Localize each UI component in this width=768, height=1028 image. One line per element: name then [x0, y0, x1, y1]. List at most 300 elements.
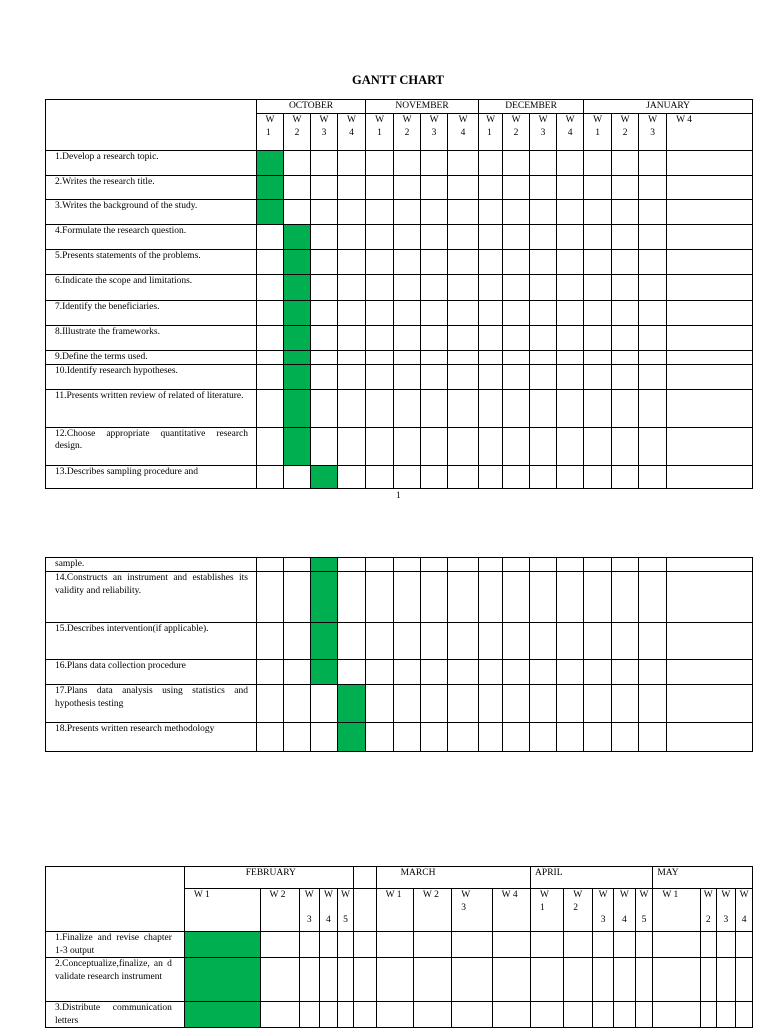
gantt-bar-cell [284, 389, 311, 427]
task-label: 10.Identify research hypotheses. [46, 364, 257, 389]
week-cell [421, 326, 448, 351]
week-cell [612, 558, 639, 572]
week-header: W 4 [492, 889, 530, 932]
corner-cell [46, 100, 257, 151]
week-label: W [458, 115, 468, 125]
week-cell [421, 558, 448, 572]
week-cell [257, 465, 284, 488]
week-cell [311, 351, 338, 365]
task-label: 2.Conceptualize,finalize, an d validate research instrument [46, 958, 185, 1002]
week-header [448, 114, 479, 151]
week-cell [503, 572, 530, 623]
week-label: W [319, 115, 329, 125]
week-cell [530, 275, 557, 301]
gantt-bar-cell [311, 572, 338, 623]
week-cell [635, 958, 653, 1002]
week-cell [584, 572, 612, 623]
week-cell [584, 200, 612, 225]
gantt-bar-cell [284, 225, 311, 250]
week-cell [366, 723, 394, 752]
task-label: 7.Identify the beneficiaries. [46, 301, 257, 326]
week-cell [479, 572, 503, 623]
task-label: 2.Writes the research title. [46, 176, 257, 200]
week-cell [667, 723, 753, 752]
week-cell [284, 200, 311, 225]
week-cell [557, 685, 584, 723]
week-cell [667, 623, 753, 660]
gantt-bar-cell [257, 151, 284, 176]
week-cell [448, 250, 479, 275]
task-row [46, 558, 753, 572]
week-cell [366, 200, 394, 225]
week-cell [338, 427, 366, 465]
week-cell [667, 176, 753, 200]
week-number: 2 [294, 127, 300, 138]
month-march: MARCH [376, 867, 530, 889]
task-label: 18.Presents written research methodology [46, 723, 257, 752]
week-cell [479, 623, 503, 660]
week-header [394, 114, 421, 151]
week-cell [612, 351, 639, 365]
week-label: W [593, 115, 603, 125]
week-cell [284, 151, 311, 176]
week-cell [366, 623, 394, 660]
week-cell [503, 685, 530, 723]
week-cell [530, 389, 557, 427]
week-cell [530, 200, 557, 225]
week-cell [366, 572, 394, 623]
week-header: W 3 [452, 889, 492, 932]
task-label: 13.Describes sampling procedure and [46, 465, 257, 488]
task-label: 15.Describes intervention(if applicable). [46, 623, 257, 660]
week-cell [284, 685, 311, 723]
week-cell [639, 250, 667, 275]
week-cell [584, 151, 612, 176]
week-cell [257, 723, 284, 752]
week-cell [479, 685, 503, 723]
week-cell [584, 326, 612, 351]
week-cell [530, 176, 557, 200]
week-cell [639, 364, 667, 389]
week-header [639, 114, 667, 151]
week-cell [452, 932, 492, 958]
week-number: 1 [377, 127, 382, 138]
week-cell [394, 351, 421, 365]
gantt-bar-cell [284, 301, 311, 326]
task-row [46, 176, 753, 200]
week-cell [366, 176, 394, 200]
week-cell [257, 427, 284, 465]
week-cell [366, 326, 394, 351]
week-header: W 4 [613, 889, 635, 932]
week-cell [503, 623, 530, 660]
week-cell [557, 275, 584, 301]
week-cell [284, 465, 311, 488]
week-cell [557, 301, 584, 326]
gantt-bar-cell [284, 427, 311, 465]
gantt-table-oct-jan [45, 99, 753, 489]
week-cell [612, 465, 639, 488]
week-number: 3 [431, 127, 437, 138]
week-cell [531, 932, 564, 958]
week-cell [639, 301, 667, 326]
task-label: 17.Plans data analysis using statistics and hypothesis testing [46, 685, 257, 723]
week-cell [479, 151, 503, 176]
week-cell [701, 958, 717, 1002]
week-label: W [565, 115, 575, 125]
week-cell [338, 176, 366, 200]
week-cell [531, 958, 564, 1002]
week-cell [284, 723, 311, 752]
week-cell [593, 932, 614, 958]
week-cell [557, 250, 584, 275]
document-title: GANTT CHART [351, 73, 445, 87]
week-header [257, 114, 284, 151]
gantt-bar-cell [257, 176, 284, 200]
week-cell [503, 389, 530, 427]
week-label: W [429, 115, 439, 125]
week-cell [257, 389, 284, 427]
week-header [612, 114, 639, 151]
week-cell [716, 932, 736, 958]
week-cell [284, 660, 311, 685]
week-cell [394, 465, 421, 488]
week-header: W 1 [531, 889, 564, 932]
week-cell [557, 558, 584, 572]
week-cell [257, 685, 284, 723]
week-cell [311, 225, 338, 250]
week-cell [530, 685, 557, 723]
week-cell [284, 558, 311, 572]
task-row [46, 427, 753, 465]
task-row [46, 200, 753, 225]
week-cell [584, 623, 612, 660]
week-header: W 2 [701, 889, 717, 932]
week-cell [366, 465, 394, 488]
task-row [46, 932, 753, 958]
week-cell [716, 958, 736, 1002]
week-header: W 1 [653, 889, 701, 932]
week-cell [612, 301, 639, 326]
week-number: 1 [595, 127, 600, 138]
week-header: W 4 [736, 889, 753, 932]
week-cell [479, 275, 503, 301]
week-cell [530, 572, 557, 623]
week-number: 3 [650, 127, 655, 138]
week-cell [639, 151, 667, 176]
week-cell [448, 351, 479, 365]
week-label: W [486, 115, 496, 125]
week-cell [639, 200, 667, 225]
week-header: W 2 [413, 889, 451, 932]
week-cell [366, 351, 394, 365]
week-cell [257, 660, 284, 685]
week-cell [394, 685, 421, 723]
week-cell [653, 958, 701, 1002]
week-cell [479, 301, 503, 326]
week-cell [667, 225, 753, 250]
week-cell [479, 225, 503, 250]
week-cell [394, 225, 421, 250]
week-cell [311, 723, 338, 752]
week-cell [421, 275, 448, 301]
week-cell [421, 301, 448, 326]
week-cell [612, 200, 639, 225]
week-header: W 5 [635, 889, 653, 932]
week-cell [479, 176, 503, 200]
week-cell [421, 623, 448, 660]
week-number: 2 [404, 127, 410, 138]
week-number: 1 [487, 127, 492, 138]
week-cell [639, 660, 667, 685]
week-cell [394, 275, 421, 301]
gantt-bar-cell [284, 326, 311, 351]
task-label: 3.Distribute communication letters [46, 1002, 185, 1028]
week-cell [530, 301, 557, 326]
week-header: W 5 [338, 889, 354, 932]
week-cell [257, 301, 284, 326]
week-cell [257, 364, 284, 389]
gantt-bar-cell [311, 623, 338, 660]
week-cell [584, 660, 612, 685]
week-header [366, 114, 394, 151]
month-december: DECEMBER [479, 100, 584, 114]
week-cell [366, 301, 394, 326]
week-label: W [538, 115, 548, 125]
week-cell [394, 326, 421, 351]
week-cell [421, 572, 448, 623]
week-cell [421, 151, 448, 176]
week-cell [564, 932, 593, 958]
month-may: MAY [653, 867, 753, 889]
week-cell [353, 958, 376, 1002]
week-cell [639, 275, 667, 301]
week-cell [338, 200, 366, 225]
week-cell [667, 250, 753, 275]
week-cell [338, 558, 366, 572]
task-row [46, 685, 753, 723]
week-cell [612, 685, 639, 723]
week-label: W [511, 115, 521, 125]
week-cell [394, 176, 421, 200]
week-cell [736, 958, 753, 1002]
week-cell [584, 225, 612, 250]
week-cell [376, 958, 413, 1002]
week-header [584, 114, 612, 151]
week-cell [448, 558, 479, 572]
week-cell [503, 427, 530, 465]
week-cell [584, 723, 612, 752]
week-cell [557, 200, 584, 225]
week-cell [338, 301, 366, 326]
task-label: 1.Develop a research topic. [46, 151, 257, 176]
month-november: NOVEMBER [366, 100, 479, 114]
week-cell [448, 326, 479, 351]
week-header: W 1 [184, 889, 260, 932]
week-cell [612, 225, 639, 250]
task-row [46, 326, 753, 351]
task-label: 12.Choose appropriate quantitative research design. [46, 427, 257, 465]
week-cell [492, 958, 530, 1002]
week-cell [612, 250, 639, 275]
week-cell [639, 225, 667, 250]
week-cell [503, 364, 530, 389]
week-cell [612, 176, 639, 200]
week-cell [338, 465, 366, 488]
week-label: W [265, 115, 275, 125]
week-cell [338, 275, 366, 301]
task-row [46, 364, 753, 389]
week-cell [479, 465, 503, 488]
week-cell [667, 275, 753, 301]
week-cell [394, 427, 421, 465]
week-cell [413, 932, 451, 958]
week-cell [530, 623, 557, 660]
week-cell [530, 427, 557, 465]
week-label: W [375, 115, 385, 125]
task-label: sample. [46, 558, 257, 572]
week-cell [667, 427, 753, 465]
gantt-bar-cell [284, 275, 311, 301]
week-cell [338, 572, 366, 623]
week-cell [448, 572, 479, 623]
week-cell [584, 685, 612, 723]
week-cell [366, 250, 394, 275]
task-row [46, 225, 753, 250]
week-cell [584, 364, 612, 389]
week-number: 3 [321, 127, 327, 138]
gantt-bar-cell [338, 723, 366, 752]
week-header [479, 114, 503, 151]
task-label: 9.Define the terms used. [46, 351, 257, 365]
week-cell [530, 151, 557, 176]
week-cell [530, 351, 557, 365]
week-cell [448, 623, 479, 660]
month-february: FEBRUARY [184, 867, 353, 889]
week-cell [257, 225, 284, 250]
week-number: 3 [540, 127, 546, 138]
week-cell [413, 958, 451, 1002]
week-header: W 3 [299, 889, 319, 932]
week-cell [448, 389, 479, 427]
week-cell [260, 958, 299, 1002]
week-cell [479, 200, 503, 225]
week-cell [448, 364, 479, 389]
week-cell [557, 723, 584, 752]
week-cell [448, 151, 479, 176]
week-cell [736, 932, 753, 958]
week-cell [612, 275, 639, 301]
week-label: W [402, 115, 412, 125]
week-cell [366, 151, 394, 176]
week-cell [338, 660, 366, 685]
week-header: W 3 [593, 889, 614, 932]
week-header: W 3 [716, 889, 736, 932]
week-cell [564, 958, 593, 1002]
week-cell [311, 200, 338, 225]
week-cell [503, 301, 530, 326]
week-cell [448, 427, 479, 465]
week-cell [557, 660, 584, 685]
week-cell [557, 427, 584, 465]
week-header: W 4 [319, 889, 338, 932]
week-cell [503, 275, 530, 301]
week-cell [584, 250, 612, 275]
week-cell [584, 176, 612, 200]
week-cell [479, 351, 503, 365]
week-cell [376, 932, 413, 958]
week-cell [479, 389, 503, 427]
week-cell [394, 364, 421, 389]
task-row [46, 389, 753, 427]
gantt-bar-cell [284, 351, 311, 365]
week-cell [667, 326, 753, 351]
week-cell [311, 326, 338, 351]
task-row [46, 623, 753, 660]
week-cell [667, 389, 753, 427]
week-cell [503, 151, 530, 176]
week-number: 4 [567, 127, 573, 138]
week-number: 2 [513, 127, 519, 138]
week-label: W [292, 115, 302, 125]
week-cell [260, 932, 299, 958]
week-cell [639, 558, 667, 572]
week-header [503, 114, 530, 151]
week-cell [448, 685, 479, 723]
week-cell [530, 250, 557, 275]
week-header [311, 114, 338, 151]
week-cell [639, 465, 667, 488]
week-cell [284, 623, 311, 660]
week-cell [530, 465, 557, 488]
week-cell [667, 572, 753, 623]
week-cell [557, 465, 584, 488]
week-cell [479, 250, 503, 275]
week-cell [311, 389, 338, 427]
week-cell [394, 660, 421, 685]
week-cell [639, 326, 667, 351]
week-cell [448, 176, 479, 200]
week-cell [613, 958, 635, 1002]
task-row [46, 958, 753, 1002]
week-label: W [620, 115, 630, 125]
week-cell [421, 427, 448, 465]
task-row [46, 572, 753, 623]
week-cell [667, 364, 753, 389]
week-cell [394, 200, 421, 225]
week-cell [492, 932, 530, 958]
week-cell [366, 275, 394, 301]
week-cell [257, 558, 284, 572]
task-row [46, 351, 753, 365]
week-cell [366, 389, 394, 427]
week-cell [311, 427, 338, 465]
task-row [46, 660, 753, 685]
week-header: W 2 [260, 889, 299, 932]
week-cell [299, 958, 319, 1002]
week-cell [394, 301, 421, 326]
task-label: 1.Finalize and revise chapter 1-3 output [46, 932, 185, 958]
week-cell [639, 176, 667, 200]
week-cell [557, 151, 584, 176]
week-cell [366, 427, 394, 465]
week-cell [366, 558, 394, 572]
week-cell [530, 558, 557, 572]
week-cell [421, 685, 448, 723]
gantt-bar-cell [284, 250, 311, 275]
week-cell [257, 351, 284, 365]
week-cell [421, 176, 448, 200]
